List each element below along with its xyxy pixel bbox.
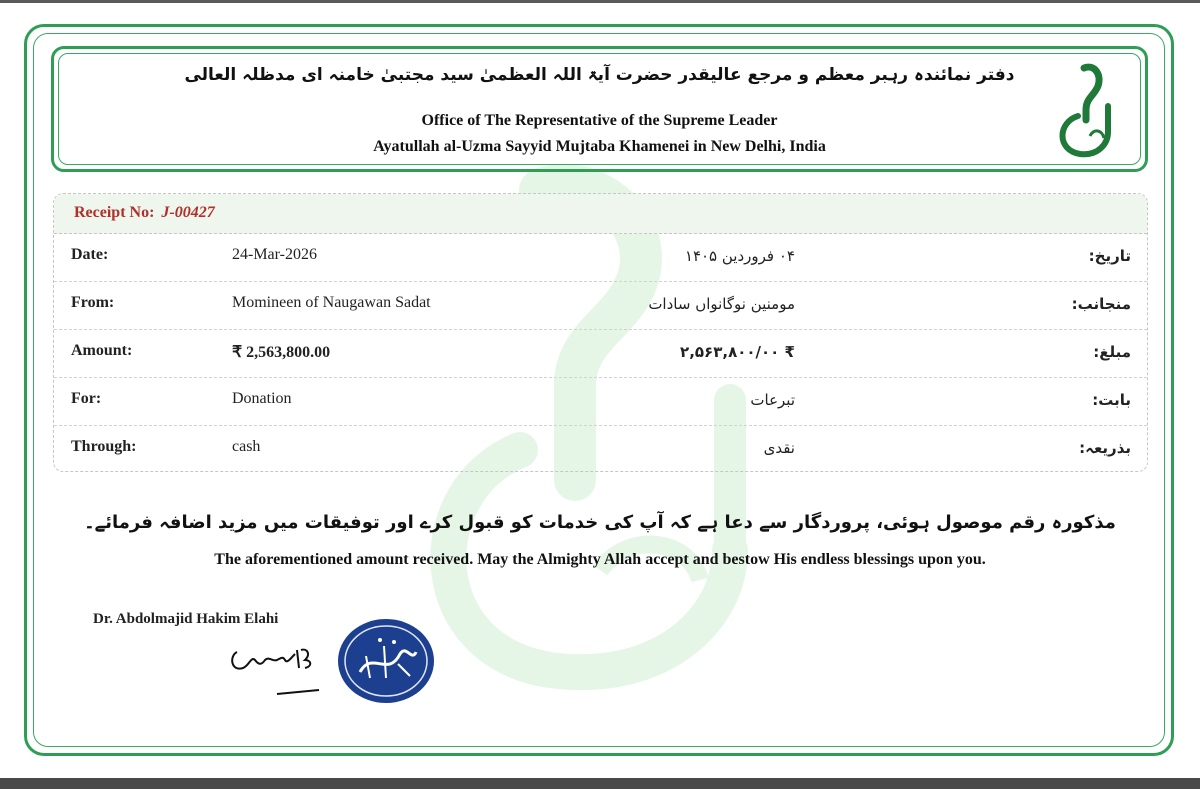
official-seal-icon (336, 616, 436, 706)
for-label: For: (71, 390, 102, 407)
header-urdu-title: دفتر نمائندہ رہبر معظم و مرجع عالیقدر حضرت آیۃ اللہ العظمیٰ سید مجتبیٰ خامنہ ای مدظلہ العالی (184, 65, 1015, 85)
for-row (54, 378, 1147, 426)
through-value: cash (232, 438, 261, 455)
for-value: Donation (232, 390, 292, 407)
header-box (51, 46, 1148, 172)
date-row (54, 234, 1147, 282)
date-value: 24-Mar-2026 (232, 246, 317, 263)
signature-icon (225, 632, 335, 702)
header-english-line1: Office of The Representative of the Supreme Leader (421, 112, 778, 129)
through-label: Through: (71, 438, 137, 455)
through-value-ar: نقدی (763, 439, 795, 457)
receipt-table (53, 193, 1148, 472)
wali-logo-icon (1050, 58, 1120, 166)
amount-value-ar: ₹ ۲,۵۶۳,۸۰۰/۰۰ (680, 343, 795, 361)
from-row (54, 282, 1147, 330)
through-row (54, 426, 1147, 472)
amount-row (54, 330, 1147, 378)
bottom-bar (0, 778, 1200, 789)
amount-label-ar: مبلغ: (1093, 343, 1131, 361)
top-bar (0, 0, 1200, 3)
date-label: Date: (71, 246, 109, 263)
from-value: Momineen of Naugawan Sadat (232, 294, 431, 311)
signer-name: Dr. Abdolmajid Hakim Elahi (93, 611, 279, 627)
receipt-number: J-00427 (161, 204, 215, 221)
receipt-label: Receipt No: (74, 204, 155, 221)
message-urdu: مذکورہ رقم موصول ہوئی، پروردگار سے دعا ہے کہ آپ کی خدمات کو قبول کرے اور توفیقات میں مزید اضافہ فرمائے۔ (84, 512, 1116, 533)
amount-label: Amount: (71, 342, 133, 359)
from-label: From: (71, 294, 115, 311)
from-label-ar: منجانب: (1071, 295, 1131, 313)
from-value-ar: مومنین نوگانواں سادات (648, 295, 795, 313)
for-label-ar: بابت: (1092, 391, 1131, 409)
header-english-line2: Ayatullah al-Uzma Sayyid Mujtaba Khamenei in New Delhi, India (373, 138, 826, 155)
through-label-ar: بذریعہ: (1079, 439, 1131, 457)
date-label-ar: تاریخ: (1088, 247, 1131, 265)
message-english: The aforementioned amount received. May the Almighty Allah accept and bestow His endless blessings upon you. (214, 551, 986, 568)
receipt-number-row (54, 194, 1147, 234)
date-value-ar: ۰۴ فروردین ۱۴۰۵ (684, 247, 795, 265)
for-value-ar: تبرعات (750, 391, 795, 409)
amount-value: ₹ 2,563,800.00 (232, 344, 331, 361)
